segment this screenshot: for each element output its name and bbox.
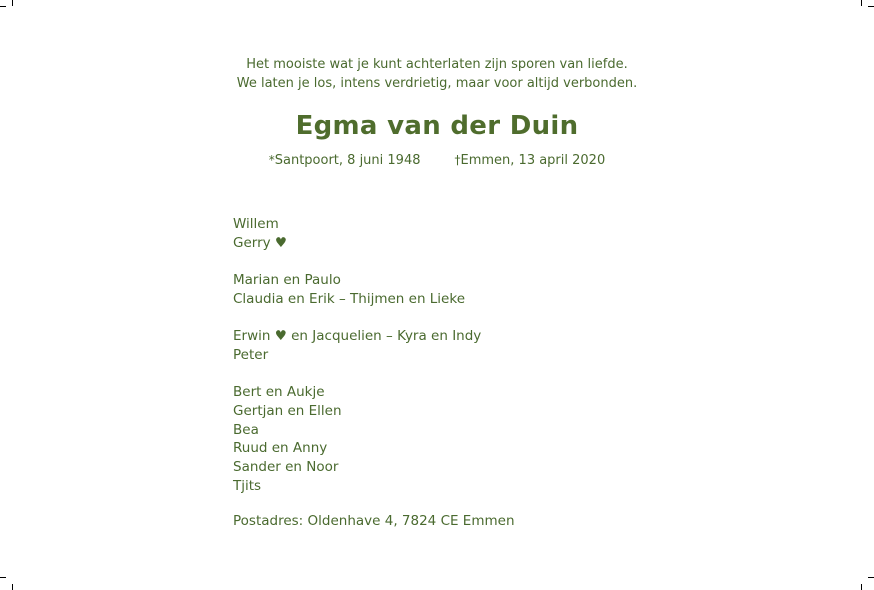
- crop-mark-bottom-left-h: [0, 577, 6, 578]
- mourner-line: Peter: [233, 346, 269, 363]
- mourner-line: Marian en Paulo: [233, 272, 341, 289]
- crop-mark-bottom-left-v: [12, 584, 13, 590]
- deceased-name: Egma van der Duin: [295, 111, 579, 141]
- mourner-line: Bert en Aukje: [233, 384, 325, 401]
- crop-mark-top-left-v: [12, 0, 13, 6]
- memorial-verse: [0, 55, 874, 93]
- life-dates: [0, 153, 874, 168]
- birth-info: Santpoort, 8 juni 1948: [274, 153, 421, 168]
- verse-line: We laten je los, intens verdrietig, maar voor altijd verbonden.: [236, 76, 638, 91]
- death-cross-icon: †: [454, 153, 461, 167]
- mourner-line: Gerry ♥: [233, 234, 288, 251]
- crop-mark-bottom-right-h: [868, 577, 874, 578]
- mourners-list: [233, 215, 481, 495]
- crop-mark-top-right-h: [868, 6, 874, 7]
- mourner-line: Ruud en Anny: [233, 440, 328, 457]
- mourner-group: [233, 215, 481, 252]
- crop-mark-top-right-v: [861, 0, 862, 6]
- mourner-group: [233, 383, 481, 495]
- mourner-line: Bea: [233, 421, 259, 438]
- mourner-line: Willem: [233, 216, 279, 232]
- mourner-line: Tjits: [233, 477, 262, 494]
- birth-star-icon: *: [268, 153, 275, 167]
- mourner-group: [233, 271, 481, 308]
- crop-mark-top-left-h: [0, 6, 6, 7]
- mourner-line: Sander en Noor: [233, 458, 339, 475]
- mourner-group: [233, 327, 481, 364]
- death-info: Emmen, 13 april 2020: [460, 153, 606, 168]
- postal-address: Postadres: Oldenhave 4, 7824 CE Emmen: [233, 513, 515, 529]
- mourner-line: Erwin ♥ en Jacquelien – Kyra en Indy: [233, 328, 482, 345]
- mourner-line: Claudia en Erik – Thijmen en Lieke: [233, 290, 466, 307]
- verse-line: Het mooiste wat je kunt achterlaten zijn sporen van liefde.: [246, 57, 628, 72]
- mourner-line: Gertjan en Ellen: [233, 402, 342, 419]
- crop-mark-bottom-right-v: [861, 584, 862, 590]
